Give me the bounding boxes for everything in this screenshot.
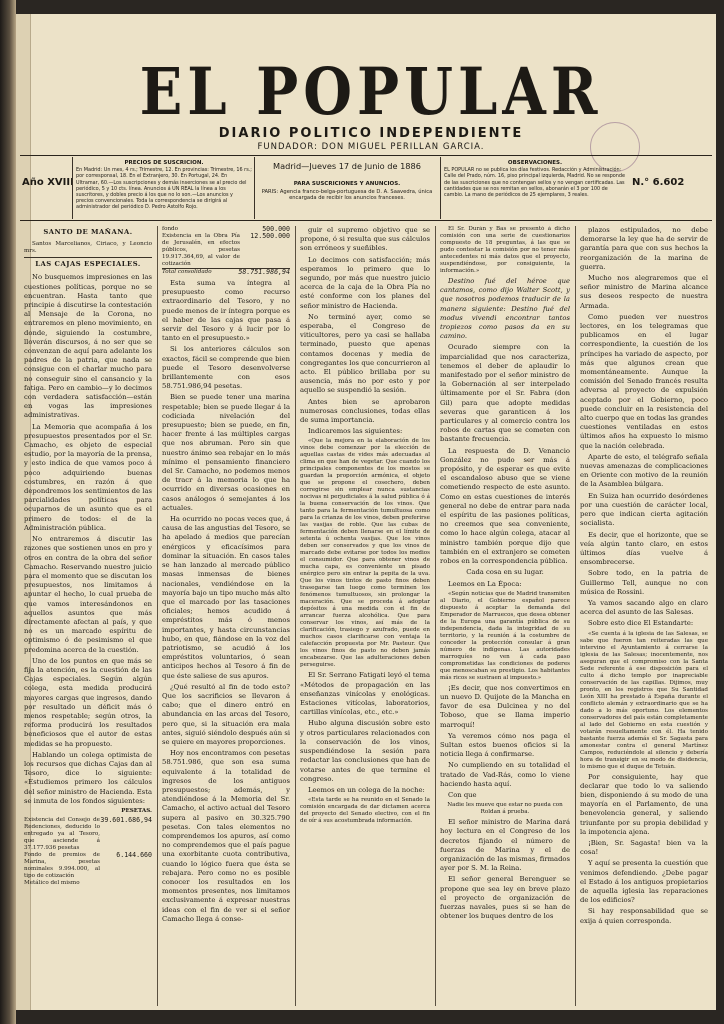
column-divider <box>575 226 576 1006</box>
column-1 <box>24 226 152 1006</box>
paragraph: Ya vamos sacando algo en claro acerca del asunto de las Salesas. <box>580 598 708 617</box>
header-rule-top <box>20 155 712 156</box>
paragraph: Por consiguiente, hay que declarar que todo lo va saliendo bien, disponiendo á su modo de una mayoría en el Parlamento, de una benevolencia general, y saliendo triunfante por su propia debilidad y la impotencia ajena. <box>580 772 708 836</box>
table-row: Metálico del mismo <box>24 879 80 886</box>
book-spine <box>0 0 16 1024</box>
newspaper-page <box>16 14 716 1010</box>
paragraph: Si los anteriores cálculos son exactos, fácil se comprende que bien puede el Tesoro desenvolverse brillantemente con esos 58.751.986,94 pesetas. <box>162 345 290 391</box>
table-label: Existencia en la Obra Pía de Jerusalén, en efectos públicos, pesetas 19.917.364,69, al valor de cotización <box>162 233 240 267</box>
column-4 <box>440 226 570 1006</box>
table-value: 6.144.660 <box>116 850 152 859</box>
article-columns <box>24 226 714 1006</box>
paragraph: El señor general Berenguer se propone que sea ley en breve plazo el proyecto de organización de fuerzas navales, pues si se han de obtener los buques dentro de los <box>440 875 570 921</box>
paragraph: Hubo alguna discusión sobre esto y otros particulares relacionados con la conservación de los vinos, suspendiéndose la sesión para redactar las conclusiones que han de votarse antes de que termine el congreso. <box>300 719 430 783</box>
table-row <box>24 852 152 880</box>
verse: Nadie les mueve que estar no pueda con Roldan á prueba. <box>447 802 563 816</box>
paragraph: Ocurado siempre con la imparcialidad que nos caracteriza, tenemos el deber de aplaudir lo manifestado por el señor ministro de la Gobernación al ser interpelado últimamente por el Sr. Fabra (don Gil) para que adopte medidas severas que garanticen á los particulares y al comercio contra los robos de cartas que se cometen con bastante frecuencia. <box>440 343 570 444</box>
header-divider <box>440 157 441 219</box>
paragraph: No cumpliendo en su totalidad el tratado de Vad-Rás, como lo viene haciendo hasta aquí. <box>440 761 570 788</box>
paragraph: No entraremos á discutir las razones que sostienen unos en pro y otros en contra de la obra del señor Camacho. Reservando nuestro juicio para el momento que se discutan los presupuestos, nos limitamos á apuntar el hecho, lo cual prueba de que vamos interesándonos en aquellos asuntos que más directamente afectan al país, y que no es un marcado espíritu de optimismo ó de pesimismo el que predomina acerca de la cuestión. <box>24 535 152 654</box>
paragraph: ¡Es decir, que nos convertimos en un nuevo D. Quijote de la Mancha en favor de esa Dulcinea y no del Toboso, que se llama imperio marroquí! <box>440 683 570 729</box>
paragraph: El señor ministro de Marina dará hoy lectura en el Congreso de los decretos fijando el número de fuerzas de Marina y el de organización de las mismas, firmados ayer por S. M. la Reina. <box>440 818 570 873</box>
paragraph: Leemos en La Época: <box>448 579 522 588</box>
paragraph: Leemos en un colega de la noche: <box>308 785 425 794</box>
paragraph: Bien se puede tener una marina respetable; bien se puede llegar á la codiciada nivelación del presupuesto; bien se puede, en fin, hacer frente á las múltiples cargas que nos abruman. Pero sin que nuestro ánimo sea rebajar en lo más mínimo el pensamiento financiero del Sr. Camacho, no podemos menos de tracr á la memoria lo que ha ocurrido en diversas ocasiones en casos análogos ó semejantes á los actuales. <box>162 393 290 512</box>
paragraph: La respuesta de D. Venancio González no pudo ser más á propósito, y de esperar es que evite el escandaloso abuso que se viene cometiendo respecto de este asunto. Como en estas cuestiones de interés general no debe de entrar para nada el espíritu de las pasiones políticas, no creemos que sea conveniente, como lo hace algún colega, atacar al ministro también porque dijo que también en el extranjero se cometen robos en la correspondencia pública. <box>440 446 570 566</box>
paragraph: Con que <box>448 790 477 799</box>
paragraph: Si hay responsabilidad que se exija á quien corresponda. <box>580 907 708 925</box>
paragraph: Sobre esto dice El Estandarte: <box>588 619 694 628</box>
issue-number: N.° 6.602 <box>632 177 685 188</box>
observations-title: OBSERVACIONES. <box>507 160 563 166</box>
column-3 <box>300 226 430 1006</box>
masthead-founder: FUNDADOR: DON MIGUEL PERILLAN GARCIA. <box>257 142 485 152</box>
header-rule-bottom <box>20 220 712 221</box>
header-info-bar <box>20 157 712 219</box>
article-heading: LAS CAJAS ESPECIALES. <box>24 257 152 269</box>
observations-text: EL POPULAR no se publica los días festivos. Redacción y Administración: Calle del Prado, núm. 16, piso principal izquierda, Madrid. No se responde de las suscriciones que no contengan sellos y no vengan certificadas. Las cantidades que se nos remitan en sellos, abonarán el 3 por 100 de cambio. La mano de periódicos de 25 ejemplares, 3 reales. <box>444 167 626 199</box>
column-5 <box>580 226 708 1006</box>
paragraph: Uno de los puntos en que más se fija la atención, es la cuestión de las Cajas especiales. Según algún colega, esta medida producirá mayores cargas que ingresos, dando por resultado un déficit más ó menos respetable; según otros, la reforma producirá los resultados beneficiosos que el autor de estas medidas se ha propuesto. <box>24 656 152 748</box>
paragraph: Aparte de esto, el telégrafo señala nuevas amenazas de complicaciones en Oriente con motivo de la reunión de la Asamblea búlgara. <box>580 452 708 489</box>
column-2 <box>162 226 290 1006</box>
paragraph: guir el supremo objetivo que se propone, ó si resulta que sus cálculos son erróneos y sueñibles. <box>300 226 430 253</box>
quoted-news: «Se cuenta á la iglesia de las Salesas, se sabe que fueron tan reiteradas las que intervino el Ayuntamiento á cerrarse la iglesia de las Salesas; inocentemente, nos aseguran que el compromiso con la Santa Sede referente á ese disposición para el culto á dicho templo por inapreciable conservación de las capillas. Dijimos, muy pronto, en los registros que Su Santidad León XIII ha prestado á España durante el conflicto alemán y extraordinario que se ha dado a lo más oportuno. Los elementos conservadores del país están completamente al lado del Gobierno en esta cuestión y votarán resueltamente con él. Ha tenido bastante fuerza además el Sr. Sagasta para amonestar contra el general Martínez Campos, reduciéndole al silencio y debería hora de transigir en su modo de disidencia, lo mismo que el duque de Tetuán. <box>580 630 708 770</box>
table-label: Fondo de premios de Marina, pesetas nominales 9.994.000, al tipo de cotización <box>24 851 100 879</box>
paragraph: Y aquí se presenta la cuestión que venimos defendiendo. ¿Debe pagar el Estado á los antiguos propietarios de aquella iglesia las reparaciones de los edificios? <box>580 859 708 905</box>
paragraph: Es decir, que el horizonte, que se veía algún tanto claro, en estos últimos días vuelve á ensombrecerse. <box>580 530 708 567</box>
saints-text: Santos Marcelianos, Ciriaco, y Leoncio mrs. <box>24 241 152 255</box>
masthead-subtitle: DIARIO POLITICO INDEPENDIENTE <box>218 126 524 141</box>
quoted-news: El Sr. Durán y Bas se presentó á dicho comisión con una serie de cuestionarios compuesto de 18 preguntas, á las que se pudo contestar la comisión por no tener más antecedentes ni más datos que el proyecto, suspendiéndose, por consiguiente, la información.» <box>440 226 570 274</box>
table-row <box>24 817 152 852</box>
header-divider <box>72 157 73 219</box>
paragraph: Lo decimos con satisfacción; más esperamos lo primero que lo segundo, por más que nuestro juicio acerca de la caja de la Obra Pía no esté conforme con los planes del señor ministro de Hacienda. <box>300 255 430 310</box>
paragraph: El Sr. Serrano Fatigati leyó el tema «Métodos de propagación en las enseñanzas vinícolas y enológicas. Estaciones vitícolas, laboratorios, cartillas vinícolas, etc., etc.» <box>300 671 430 717</box>
table-total <box>162 268 290 276</box>
paragraph: Como pueden ver nuestros lectores, en los telegramas que publicamos en el lugar correspondiente, la cuestión de los príncipes ha variado de aspecto, por más que algunos crean que momentáneamente. Aunque la comisión del Senado francés resulta adversa al proyecto de expulsión aceptado por el Gobierno, poco puede concluir en la resistencia del alto cuerpo que en todas las grandes cuestiones ventiladas en estos últimos años ha expuesto lo mismo que la nación celebrada. <box>580 312 708 450</box>
agency-text: PARIS: Agencia franco-belga-portuguesa de D. A. Saavedra, única encargada de recibir los anuncios franceses. <box>261 188 433 202</box>
paragraph: En Suiza han ocurrido desórdenes por una cuestión de carácter local, pero que indican cierta agitación socialista. <box>580 491 708 528</box>
column-divider <box>157 226 158 1006</box>
table-value: 58.751.986,94 <box>238 268 290 276</box>
paragraph: ¿Qué resultó al fin de todo esto? Que los sacrificios se llevaron á cabo; que el dinero entró en abundancia en las arcas del Tesoro, pero que, si la situación era mala antes, siguió siéndolo después aún si se quiere en mayores proporciones. <box>162 682 290 746</box>
saints-heading: SANTO DE MAÑANA. <box>43 228 133 236</box>
table-value: 39.601.686,94 <box>100 815 152 824</box>
paragraph: Mucho nos alegraremos que el señor ministro de Marina alcance sus deseos respecto de nuestra Armada. <box>580 274 708 310</box>
paragraph: La Memoria que acompaña á los presupuestos presentados por el Sr. Camacho, es objeto de especial estudio, por la mayoría de la prensa, y esto indica de que vamos poco á poco adquiriendo buenas costumbres, en razón á que depondremos los sentimientos de las parcialidades políticas para ocuparnos de un asunto que es el primero de todos: el de la Administración pública. <box>24 422 152 532</box>
paragraph: Destino fué del héroe que cantamos, como dijo Walter Scott, y que nosotros podemos traducir de la manera siguiente: Destino fué del modus vivendi encontrar tantos tropiezos como pasos da en su camino. <box>440 277 570 341</box>
quoted-news: «Esta tarde se ha reunido en el Senado la comisión encargada de dar dictamen acerca del proyecto del Senado electivo, con el fin de oír á sus acostumbrada información. <box>300 797 430 825</box>
year-label: Año XVIII <box>22 177 74 188</box>
paragraph: Sobre todo, en la patria de Guillermo Tell, aunque no con música de Rossini. <box>580 569 708 596</box>
table-label: Existencia del Consejo de Redenciones, deducido lo entregado ya al Tesoro, que asciende á 37.177.936 pesetas <box>24 816 100 851</box>
masthead-title: EL POPULAR <box>139 54 603 130</box>
quoted-news: «Según noticias que de Madrid transmiten al Diario, el Gobierno español parece dispuesto á aceptar la demanda del Emperador de Marruecos, que desea obtener de la Europa una garantía pública de su independencia, dada la integridad de su territorio, y la reunión á la costumbre de conceder la protección consular á gran número de indígenas. Las autoridades marroquíes no ven á cada paso comprometidas las condiciones de poderes que menoscaban su prestigio. Los habitantes más ricos se sustraen al impuesto.» <box>440 590 570 681</box>
table-row <box>162 233 290 268</box>
paragraph: Indicaremos las siguientes: <box>308 427 403 436</box>
issue-date: Madrid—Jueves 17 de Junio de 1886 <box>273 161 421 171</box>
table-value: 12.500.000 <box>250 232 290 240</box>
observations-box <box>444 160 626 216</box>
paragraph: Ya veremos cómo nos paga el Sultan estos buenos oficios si la noticia llega á confirmarse. <box>440 731 570 759</box>
table-header: PESETAS. <box>121 807 152 814</box>
paragraph: No busquemos impresiones en las cuestiones políticas, porque no se encuentran. Hasta tanto que principie á discutirse la contestación al Mensaje de la Corona, no entraremos en pleno movimiento, en donde, siguiendo la costumbre, lloverán discursos, á no ser que se convenzan de aquí para adelante los padres de la patria, que nada se consigue con el charlar mucho para no conseguir sino el cansancio y la fatiga. Pero en cambio—y lo decimos con verdadera satisfacción—están en vogas las impresiones administrativas. <box>24 273 152 420</box>
subscription-box <box>76 160 252 216</box>
agency-title: PARA SUSCRICIONES Y ANUNCIOS. <box>293 181 401 187</box>
subscription-text: En Madrid: Un mes, 4 rs.; Trimestre, 12. En provincias: Trimestre, 16 rs.; por corresponsal, 18. En el Extranjero, 30. En Portugal, 24. En Ultramar, 60.—Los suscripciones y demás inserciones se al precio del periódico, 5 y 10 cts. línea. Anuncios á UN REAL la línea a los suscritores, y dobles precio á los que no lo son.—Los anuncios y precios convencionales. Toda la correspondencia se dirigirá al administrador del periódico D. Pedro Astolfo Rojo. <box>76 167 252 211</box>
paragraph: Esta suma va íntegra al presupuesto como recurso extraordinario del Tesoro, y no puede menos de ir íntegra porque es el haber de las cajas que pasa á servir del Tesoro y á lucir por lo tanto en el presupuesto.» <box>162 279 290 343</box>
paragraph: ¡Bien, Sr. Sagasta! bien va la cosa! <box>580 838 708 857</box>
paragraph: No terminó ayer, como se esperaba, el Congreso de viticultores, pero ya casi se hallaba terminado, puesto que apenas contamos docenas y media de congregantes los que concurrieron al acto. El público brillaba por su ausencia, más no por esto y por aquello se suspendió la sesión. <box>300 312 430 395</box>
agency-box <box>256 181 438 202</box>
subscription-title: PRECIOS DE SUSCRICION. <box>124 160 204 166</box>
header-divider <box>254 157 255 219</box>
quoted-conclusions: «Que la mejora en la elaboración de los vinos debe comenzar por la elección de aquellas castas de vides más adecuadas al clima en que han de vegetar. Que cuando los principales componentes de los mostos se guardan la proporción armónica, el objeto que se propone el cosechero, deben corregirse sin emplear nunca sustancias nocivas ni perjudiciales á la salud pública ó á la buena conservación de los vinos. Que tanto para la fermentación tumultuosa como para la crianza de los vinos, deben preferirse las vasijas de roble. Que las cubas de fermentación deben llenarse en el límite de setenta ú ochenta vasijas. Que los vinos deben ser conservados y que los vinos de marcado debe evitarse por todos los medios el consumidor. Que para obtener vinos de mucha capa, es conveniente un pisado enérgico pero sin entrar la pepita de la uva. Que los vinos tintos de pasto finos deben trasegarse tan luego como terminen los fenómenos tumultuosos, sin prolongar la maceración. Que se proceda á adoptar depósitos á una medida con el fin de arrancar fuerza alcohólica. Que para conservar los vinos, así más de la clarificación, trasiego y azufrado, puede en muchos casos clarificarse con ventaja la calefacción propuesta por Mr. Pasteur. Que los vinos finos de pasto no deben jamás encabezarse. Que las adulteraciones deben perseguirse. <box>300 438 430 669</box>
column-divider <box>435 226 436 1006</box>
paragraph: Cada cosa en su lugar. <box>466 568 544 577</box>
table-value: 500.000 <box>262 226 290 233</box>
table-label: fondo <box>162 226 178 232</box>
column-divider <box>295 226 296 1006</box>
paragraph: Hoy nos encontramos con pesetas 58.751.986, que son esa suma equivalente á la totalidad de ingresos de los antiguos presupuestos; además, y atendiéndose á la Memoria del Sr. Camacho, el activo actual del Tesoro supera al pasivo en 30.325.790 pesetas. Con tales elementos no comprendemos los apuros, así como no comprendemos que el país pague una exorbitante cuota contributiva, cuando lo lógico fuera que ésta se rebajara. Pero como no es posible conocer los resultados en los momentos presentes, nos limitamos exclusivamente á expresar nuestras ideas con el fin de ver si el señor Camacho llega á conse- <box>162 749 290 923</box>
table-label: Total consolidado <box>162 269 212 275</box>
paragraph: plazos estipulados, no debe demorarse la ley que ha de servir de garantía para que con sus hechos la reorganización de la marina de guerra. <box>580 226 708 271</box>
paragraph: Ha ocurrido no pocas veces que, á causa de las angustias del Tesoro, se ha apelado á medios que parecían enérgicos y eficacísimos para dominar la situación. En casos tales se han lanzado al mercado público masas inmensas de bienes nacionales, vendiéndose en la mayoría bajo un tipo mucho más alto que el marcado por las tasaciones oficiales; hemos acudido á empréstitos más ó menos importantes, y hasta circunstancias hubo, en que, fiándose en la voz del patriotismo, se acudió á los empréstitos voluntarios, ó sean anticipos hechos al Tesoro á fin de que éste saliese de sus apuros. <box>162 515 290 680</box>
paragraph: Hablando un colega optimista de los recursos que dichas Cajas dan al Tesoro, dice lo siguiente: «Estudiemos primero los cálculos del señor ministro de Hacienda. Esta se inmuta de los fondos siguientes: <box>24 750 152 805</box>
paragraph: Antes bien se aprobaron numerosas conclusiones, todas ellas de suma importancia. <box>300 397 430 425</box>
